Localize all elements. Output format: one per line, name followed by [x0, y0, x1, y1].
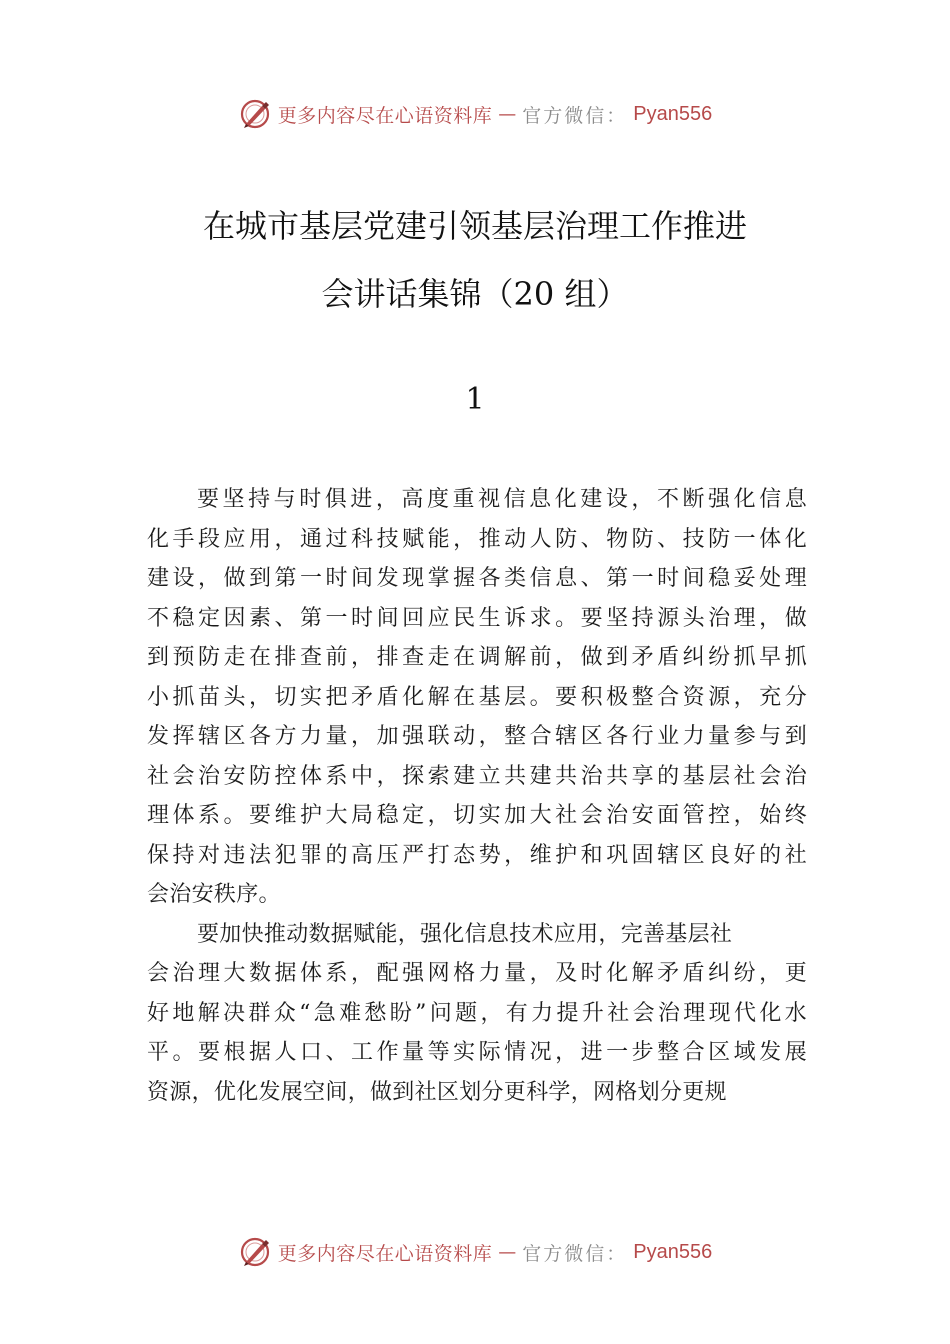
- text-line: 化手段应用，通过科技赋能，推动人防、物防、技防一体化: [147, 526, 807, 552]
- text-line: 平。要根据人口、工作量等实际情况，进一步整合区域发展: [147, 1040, 807, 1065]
- paragraph-2: [147, 915, 807, 1113]
- text-line: 发挥辖区各方力量，加强联动，整合辖区各行业力量参与到: [147, 724, 807, 749]
- section-number: 1: [465, 382, 485, 417]
- pen-circle-logo-icon: [238, 97, 272, 131]
- watermark-content: [238, 1235, 713, 1269]
- text-line: 要加快推动数据赋能，强化信息技术应用，完善基层社: [197, 921, 733, 947]
- text-line: 理体系。要维护大局稳定，切实加大社会治安面管控，始终: [147, 803, 807, 828]
- text-line: 好地解决群众“急难愁盼”问题，有力提升社会治理现代化水: [147, 1000, 807, 1026]
- footer-watermark: [0, 1232, 950, 1272]
- text-line: 建设，做到第一时间发现掌握各类信息、第一时间稳妥处理: [147, 566, 807, 591]
- watermark-separator: —: [498, 103, 517, 125]
- header-watermark: [0, 94, 950, 134]
- watermark-wechat-id: Pyan556: [633, 1240, 713, 1263]
- watermark-brand: 更多内容尽在心语资料库: [277, 104, 493, 127]
- text-line: 会治安秩序。: [147, 882, 281, 907]
- text-line: 社会治安防控体系中，探索建立共建共治共享的基层社会治: [147, 763, 807, 789]
- text-line: 要坚持与时俱进，高度重视信息化建设，不断强化信息: [197, 487, 807, 512]
- paragraph-1: [147, 480, 807, 915]
- text-line: 小抓苗头，切实把矛盾化解在基层。要积极整合资源，充分: [147, 684, 807, 710]
- text-line: 到预防走在排查前，排查走在调解前，做到矛盾纠纷抓早抓: [147, 645, 807, 670]
- watermark-brand: 更多内容尽在心语资料库: [277, 1242, 493, 1265]
- text-line: 资源，优化发展空间，做到社区划分更科学，网格划分更规: [147, 1079, 727, 1105]
- watermark-separator: —: [498, 1241, 517, 1263]
- text-line: 不稳定因素、第一时间回应民生诉求。要坚持源头治理，做: [147, 605, 807, 631]
- watermark-wechat-id: Pyan556: [633, 102, 713, 125]
- watermark-content: [238, 97, 713, 131]
- document-body: [147, 480, 807, 1112]
- pen-circle-logo-icon: [238, 1235, 272, 1269]
- text-line: 保持对违法犯罪的高压严打态势，维护和巩固辖区良好的社: [147, 842, 807, 868]
- watermark-label: 官方微信：: [522, 104, 628, 127]
- document-title-line-2: 会讲话集锦（20 组）: [321, 275, 629, 313]
- text-line: 会治理大数据体系，配强网格力量，及时化解矛盾纠纷，更: [147, 961, 807, 986]
- watermark-label: 官方微信：: [522, 1242, 628, 1265]
- document-title-line-1: 在城市基层党建引领基层治理工作推进: [202, 207, 747, 245]
